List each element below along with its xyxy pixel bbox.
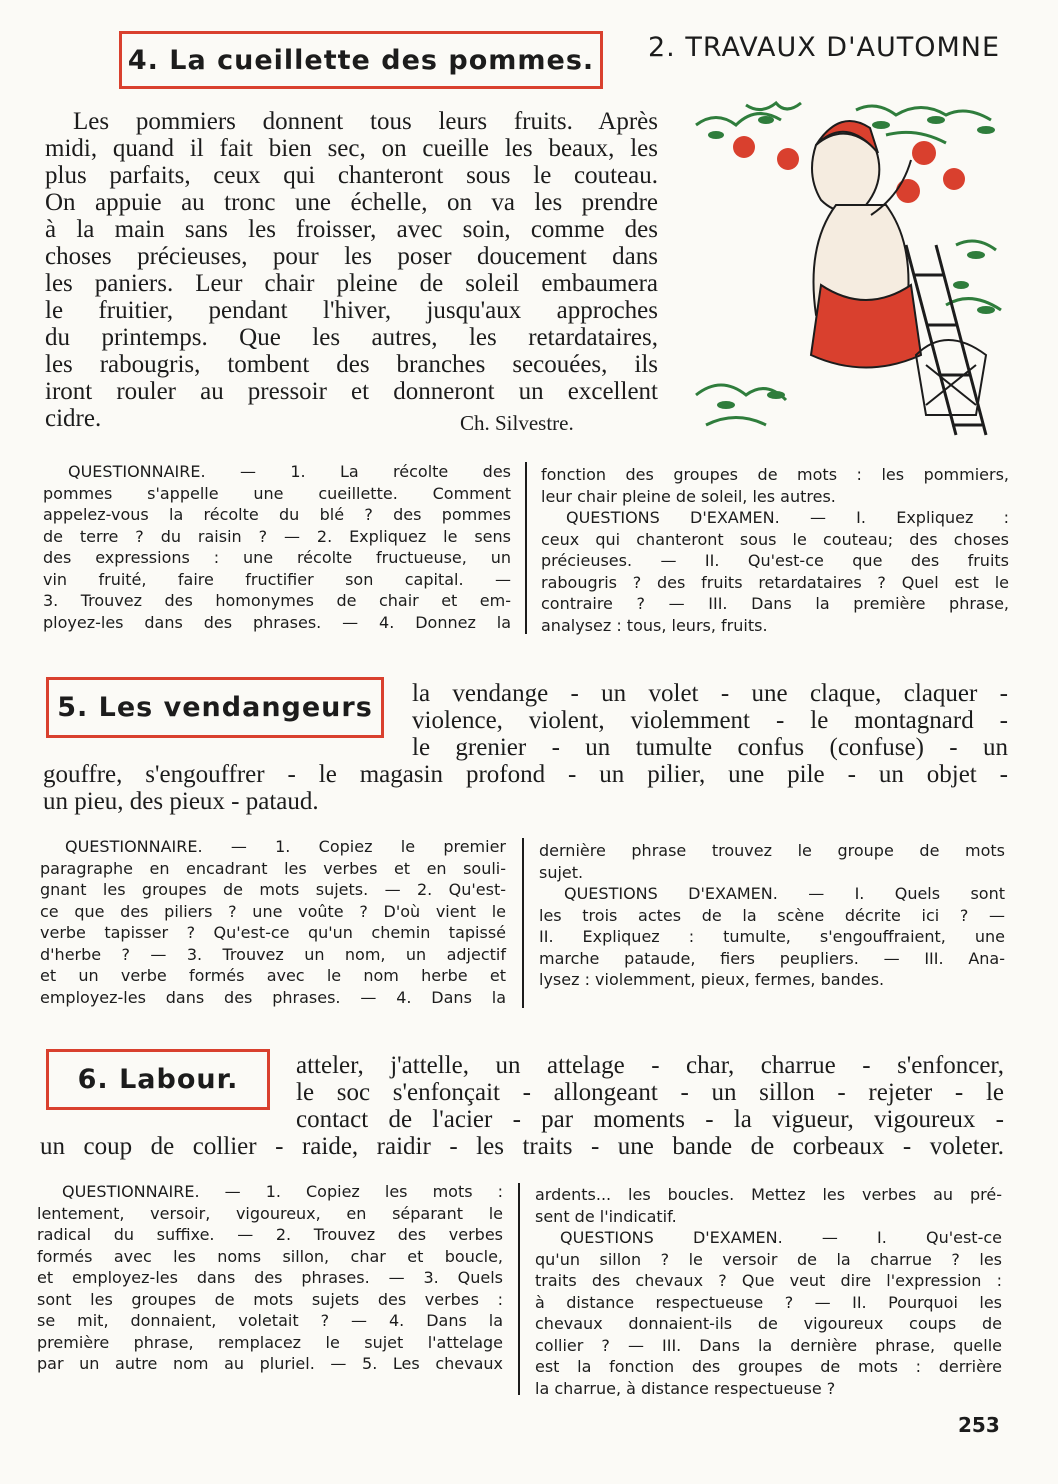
question-line: ployez-les dans des phrases. — 4. Donnez la: [43, 612, 511, 632]
apple-picking-illustration: [686, 95, 1026, 440]
question-line: QUESTIONNAIRE. — 1. La récolte des: [68, 462, 511, 481]
question-line: qu'un sillon ? le versoir de la charrue ? les: [535, 1249, 1002, 1269]
vocab-line: gouffre, s'engouffrer - le magasin profond - un pilier, une pile - un objet -: [43, 761, 1008, 788]
question-line: employez-les dans des phrases. — 4. Dans la: [40, 987, 506, 1007]
question-line: collier ? — III. Dans la dernière phrase, quelle: [535, 1335, 1002, 1355]
question-line: contraire ? — III. Dans la première phrase,: [541, 594, 1009, 613]
question-line: formés avec les noms sillon, char et boucle,: [37, 1246, 503, 1266]
vocab-line: atteler, j'attelle, un attelage - char, charrue - s'enfoncer,: [296, 1052, 1004, 1079]
section-title: 2. TRAVAUX D'AUTOMNE: [648, 32, 1001, 63]
question-line: les trois actes de la scène décrite ici ? —: [539, 905, 1005, 925]
question-line: QUESTIONS D'EXAMEN. — I. Expliquez :: [566, 508, 1009, 527]
question-line: leur chair pleine de soleil, les autres.: [541, 486, 836, 506]
lesson4-questions-right: [541, 464, 1009, 636]
question-line: gnant les groupes de mots sujets. — 2. Qu'est-: [40, 880, 506, 899]
question-line: radical du suffixe. — 2. Trouvez des verbes: [37, 1225, 503, 1244]
text-line: le fruitier, pendant l'hiver, jusqu'aux approches: [45, 297, 658, 324]
lesson4-title: 4. La cueillette des pommes.: [119, 31, 603, 89]
lesson5-vocab: [412, 680, 1008, 761]
page-number: 253: [958, 1413, 1000, 1437]
text-line: plus parfaits, ceux qui chanteront sous le couteau.: [45, 162, 658, 189]
question-line: 3. Trouvez des homonymes de chair et em-: [43, 591, 511, 610]
question-line: et un verbe formés avec le nom herbe et: [40, 966, 506, 985]
column-divider: [522, 838, 524, 1008]
vocab-line: un coup de collier - raide, raidir - les traits - une bande de corbeaux - voleter.: [40, 1133, 1004, 1160]
author: Ch. Silvestre.: [460, 411, 574, 435]
question-line: de terre ? du raisin ? — 2. Expliquez le sens: [43, 526, 511, 546]
text-line: midi, quand il fait bien sec, on cueille les beaux, les: [45, 135, 658, 162]
question-line: paragraphe en encadrant les verbes et en souli-: [40, 858, 506, 878]
column-divider: [518, 1183, 520, 1395]
question-line: chevaux donnaient-ils de vigoureux coups de: [535, 1314, 1002, 1333]
question-line: verbe tapisser ? Qu'est-ce qu'un chemin tapissé: [40, 923, 506, 942]
vocab-line: le grenier - un tumulte confus (confuse) - un: [412, 734, 1008, 761]
text-line: On appuie au tronc une échelle, on va les prendre: [45, 189, 658, 216]
text-line: les paniers. Leur chair pleine de soleil embaumera: [45, 270, 658, 297]
question-line: QUESTIONS D'EXAMEN. — I. Quels sont: [564, 884, 1005, 903]
question-line: analysez : tous, leurs, fruits.: [541, 615, 768, 635]
question-line: sujet.: [539, 862, 584, 882]
question-line: ce que des piliers ? une voûte ? D'où vient le: [40, 901, 506, 921]
lesson5-questions-left: [40, 836, 506, 1008]
vocab-line: la vendange - un volet - une claque, claquer -: [412, 680, 1008, 707]
question-line: se mit, donnaient, voletait ? — 4. Dans la: [37, 1311, 503, 1330]
text-line: Les pommiers donnent tous leurs fruits. Après: [73, 108, 658, 135]
question-line: précieuses. — II. Qu'est-ce que des fruits: [541, 551, 1009, 570]
text-line: à la main sans les froisser, avec soin, comme des: [45, 216, 658, 243]
lesson6-questions-left: [37, 1181, 503, 1375]
question-line: II. Expliquez : tumulte, s'engouffraient, une: [539, 927, 1005, 946]
question-line: QUESTIONNAIRE. — 1. Copiez les mots :: [62, 1182, 503, 1201]
text-line: du printemps. Que les autres, les retardataires,: [45, 324, 658, 351]
question-line: traits des chevaux ? Que veut dire l'expression :: [535, 1271, 1002, 1290]
lesson4-questions-left: [43, 461, 511, 633]
lesson6-title: 6. Labour.: [46, 1049, 270, 1110]
lesson6-vocab: [296, 1052, 1004, 1133]
text-line: cidre.: [45, 405, 102, 432]
vocab-line: le soc s'enfonçait - allongeant - un sillon - rejeter - le: [296, 1079, 1004, 1106]
question-line: pommes s'appelle une cueillette. Comment: [43, 483, 511, 503]
lesson5-questions-right: [539, 840, 1005, 991]
question-line: sont les groupes de mots sujets des verbes :: [37, 1289, 503, 1309]
question-line: est la fonction des groupes de mots : derrière: [535, 1357, 1002, 1376]
vocab-line: violence, violent, violemment - le montagnard -: [412, 707, 1008, 734]
text-line: iront rouler au pressoir et donneront un excellent: [45, 378, 658, 405]
question-line: QUESTIONS D'EXAMEN. — I. Qu'est-ce: [560, 1228, 1002, 1247]
lesson5-title: 5. Les vendangeurs: [46, 677, 384, 738]
basket: [916, 340, 986, 415]
text-line: choses précieuses, pour les poser doucement dans: [45, 243, 658, 270]
girl-figure: [811, 121, 921, 368]
lesson5-vocab-wide: [43, 761, 1008, 815]
question-line: vin fruité, faire fructifier son capital. —: [43, 569, 511, 589]
text-line: les rabougris, tombent des branches secouées, ils: [45, 351, 658, 378]
vocab-line: contact de l'acier - par moments - la vigueur, vigoureux -: [296, 1106, 1004, 1133]
question-line: d'herbe ? — 3. Trouvez un nom, un adjectif: [40, 944, 506, 964]
question-line: dernière phrase trouvez le groupe de mots: [539, 841, 1005, 860]
question-line: ceux qui chanteront sous le couteau; des choses: [541, 529, 1009, 549]
question-line: par un autre nom au pluriel. — 5. Les chevaux: [37, 1354, 503, 1373]
lesson4-text: [45, 108, 658, 432]
vocab-line: un pieu, des pieux - pataud.: [43, 788, 319, 815]
question-line: la charrue, à distance respectueuse ?: [535, 1378, 836, 1398]
question-line: et employez-les dans des phrases. — 3. Quels: [37, 1268, 503, 1287]
question-line: première phrase, remplacez le sujet l'attelage: [37, 1332, 503, 1352]
question-line: à distance respectueuse ? — II. Pourquoi les: [535, 1292, 1002, 1312]
question-line: fonction des groupes de mots : les pommiers,: [541, 465, 1009, 484]
question-line: ardents... les boucles. Mettez les verbes au pré-: [535, 1185, 1002, 1204]
question-line: marche pataude, fiers peupliers. — III. Ana-: [539, 948, 1005, 968]
question-line: lysez : violemment, pieux, fermes, bandes.: [539, 970, 885, 989]
question-line: appelez-vous la récolte du blé ? des pommes: [43, 505, 511, 524]
lesson6-vocab-wide: [40, 1133, 1004, 1160]
column-divider: [525, 462, 527, 634]
lesson6-questions-right: [535, 1184, 1002, 1399]
question-line: QUESTIONNAIRE. — 1. Copiez le premier: [65, 837, 506, 856]
question-line: sent de l'indicatif.: [535, 1206, 677, 1226]
question-line: rabougris ? des fruits retardataires ? Quel est le: [541, 572, 1009, 592]
question-line: lentement, versoir, vigoureux, en séparant le: [37, 1203, 503, 1223]
question-line: des expressions : une récolte fructueuse, un: [43, 548, 511, 567]
